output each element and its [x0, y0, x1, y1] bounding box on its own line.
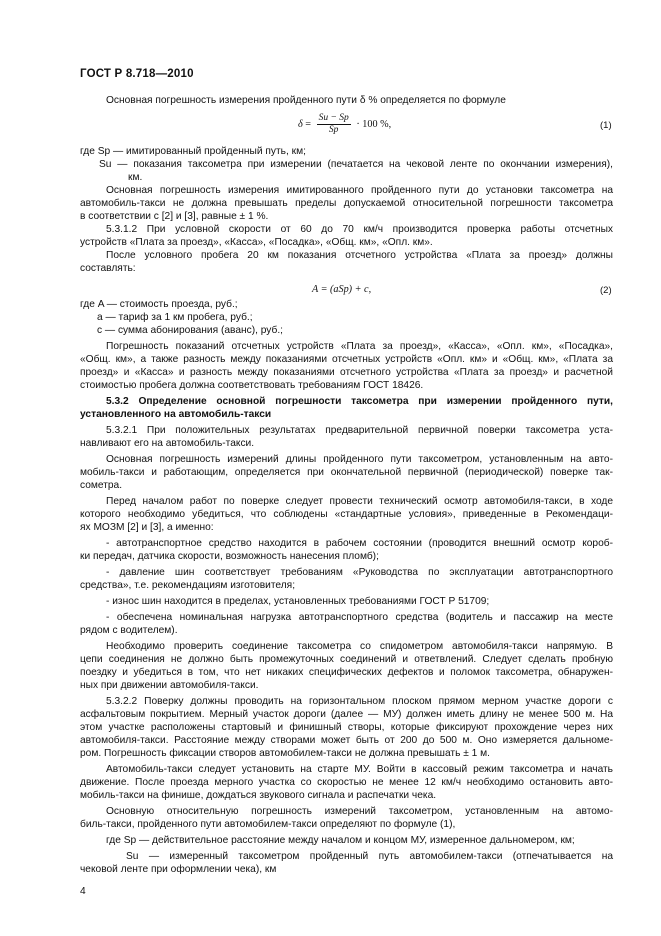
text-line: составлять:	[80, 263, 136, 274]
formula-1-numerator: Su − Sp	[318, 113, 349, 123]
text-line: Необходимо проверить соединение таксометра со спидометром автомобиля-такси напрямую. В	[106, 641, 613, 652]
text-line: Основная погрешность измерения пройденного пути δ % определяется по формуле	[106, 95, 506, 106]
page-number: 4	[80, 886, 86, 897]
text-line: средства», т.е. рекомендациям изготовителя;	[80, 580, 296, 591]
text-line: поездку и убедиться в том, что нет никаких специфических дефектов и поломок таксометра, обнаружен-	[80, 667, 613, 678]
text-line: чековой ленте при оформлении чека), км	[80, 864, 277, 875]
text-line: автомобиль-такси не должна превышать пределы допускаемой относительной погрешности таксометра	[80, 198, 613, 209]
formula-1-eq: =	[305, 118, 312, 130]
text-line: км.	[128, 172, 143, 183]
text-line: навливают его на автомобиль-такси.	[80, 438, 255, 449]
text-line: 5.3.2.1 При положительных результатах предварительной первичной поверки таксометра уста-	[106, 425, 613, 436]
formula-1-fraction	[317, 113, 351, 136]
text-line: Перед началом работ по поверке следует провести технический осмотр автомобиля-такси, в ходе	[106, 496, 613, 507]
text-line: a — тариф за 1 км пробега, руб.;	[97, 312, 253, 323]
text-line: движение. После проезда мерного участка со скоростью не менее 12 км/ч необходимо остановить авто-	[80, 777, 613, 788]
text-line: сометра.	[80, 480, 123, 491]
text-line: ром. Погрешность фиксации створов автомобилем-такси не должна превышать ± 1 м.	[80, 748, 490, 759]
formula-1-tail: · 100 %,	[356, 118, 392, 130]
list-item: - износ шин находится в пределах, установленных требованиями ГОСТ Р 51709;	[106, 596, 490, 607]
text-line: Автомобиль-такси следует установить на старте МУ. Войти в кассовый режим таксометра и начать	[106, 764, 613, 775]
text-line: где Sp — имитированный пройденный путь, км;	[80, 146, 306, 157]
section-heading: 5.3.2 Определение основной погрешности таксометра при измерении пройденного пути,	[106, 396, 613, 407]
text-line: цепи соединения не должно быть промежуточных соединений и ответвлений. Следует сделать пробную	[80, 654, 613, 665]
text-line: ки передач, датчика скорости, возможность нанесения пломб);	[80, 551, 379, 562]
text-line: проезд» и «Касса» и разность между показаниями отсчетного устройства «Плата за проезд» и расчетной	[80, 367, 613, 378]
section-heading: установленного на автомобиль-такси	[80, 409, 272, 420]
text-line: биль-такси, пройденного пути автомобилем-такси определяют по формуле (1),	[80, 819, 456, 830]
list-item: - давление шин соответствует требованиям «Руководства по эксплуатации автотранспортного	[106, 567, 613, 578]
formula-2-number: (2)	[600, 285, 612, 296]
text-line: Основную относительную погрешность измерений таксометром, установленным на автомо-	[106, 806, 613, 817]
text-line: «Общ. км», а также разность между показаниями отсчетных устройств «Опл. км» и «Общ. км», «Плата за	[80, 354, 613, 365]
text-line: Su — показания таксометра при измерении (печатается на чековой ленте по окончании измерения),	[99, 159, 613, 170]
text-line: Основная погрешность измерений длины пройденного пути таксометром, установленным на авто-	[106, 454, 613, 465]
text-line: асфальтовым покрытием. Мерный участок дороги (далее — МУ) должен иметь длину не менее 500 м. На	[80, 709, 613, 720]
text-line: Погрешность показаний отсчетных устройств «Плата за проезд», «Касса», «Опл. км», «Посадка»,	[106, 341, 613, 352]
text-line: мобиль-такси и работающим, определяется при окончательной первичной (периодической) поверке так-	[80, 467, 613, 478]
formula-1-denominator: Sp	[328, 125, 339, 135]
text-line: где A — стоимость проезда, руб.;	[80, 299, 238, 310]
formula-1	[298, 113, 391, 136]
text-line: ях МОЗМ [2] и [3], а именно:	[80, 522, 214, 533]
text-line: этом участке расположены стартовый и финишный створы, которые фиксируют прохождение через них	[80, 722, 613, 733]
text-line: 5.3.2.2 Поверку должны проводить на горизонтальном плоском прямом мерном участке дороги с	[106, 696, 613, 707]
list-item: - обеспечена номинальная нагрузка автотранспортного средства (водитель и пассажир на месте	[106, 612, 613, 623]
document-header: ГОСТ Р 8.718—2010	[80, 68, 194, 80]
text-line: где Sp — действительное расстояние между началом и концом МУ, измеренное дальномером, км;	[106, 835, 575, 846]
text-line: в соответствии с [2] и [3], равные ± 1 %.	[80, 211, 269, 222]
text-line: мобиль-такси на финише, дождаться звукового сигнала и распечатки чека.	[80, 790, 437, 801]
text-line: Su — измеренный таксометром пройденный путь автомобилем-такси (отпечатывается на	[126, 851, 613, 862]
text-line: ных при движении автомобиля-такси.	[80, 680, 259, 691]
formula-1-number: (1)	[600, 120, 612, 131]
text-line: автомобиля-такси. Расстояние между створами может быть от 200 до 500 м. Оно измеряется дальноме-	[80, 735, 613, 746]
text-line: стоимостью пробега должна соответствовать требованиям ГОСТ 18426.	[80, 380, 424, 391]
text-line: 5.3.1.2 При условной скорости от 60 до 70 км/ч производится проверка работы отсчетных	[106, 224, 613, 235]
formula-2: A = (aSp) + c,	[312, 284, 372, 295]
text-line: рядом с водителем).	[80, 625, 178, 636]
text-line: Основная погрешность измерения имитированного пройденного пути до установки таксометра на	[106, 185, 613, 196]
formula-1-lhs: δ	[298, 118, 303, 130]
text-line: После условного пробега 20 км показания отсчетного устройства «Плата за проезд» должны	[106, 250, 613, 261]
list-item: - автотранспортное средство находится в рабочем состоянии (проводится внешний осмотр короб-	[106, 538, 613, 549]
text-line: которого необходимо убедиться, что соблюдены «стандартные условия», приведенные в Рекомендаци-	[80, 509, 613, 520]
text-line: устройств «Плата за проезд», «Касса», «Посадка», «Общ. км», «Опл. км».	[80, 237, 433, 248]
text-line: c — сумма абонирования (аванс), руб.;	[97, 325, 284, 336]
